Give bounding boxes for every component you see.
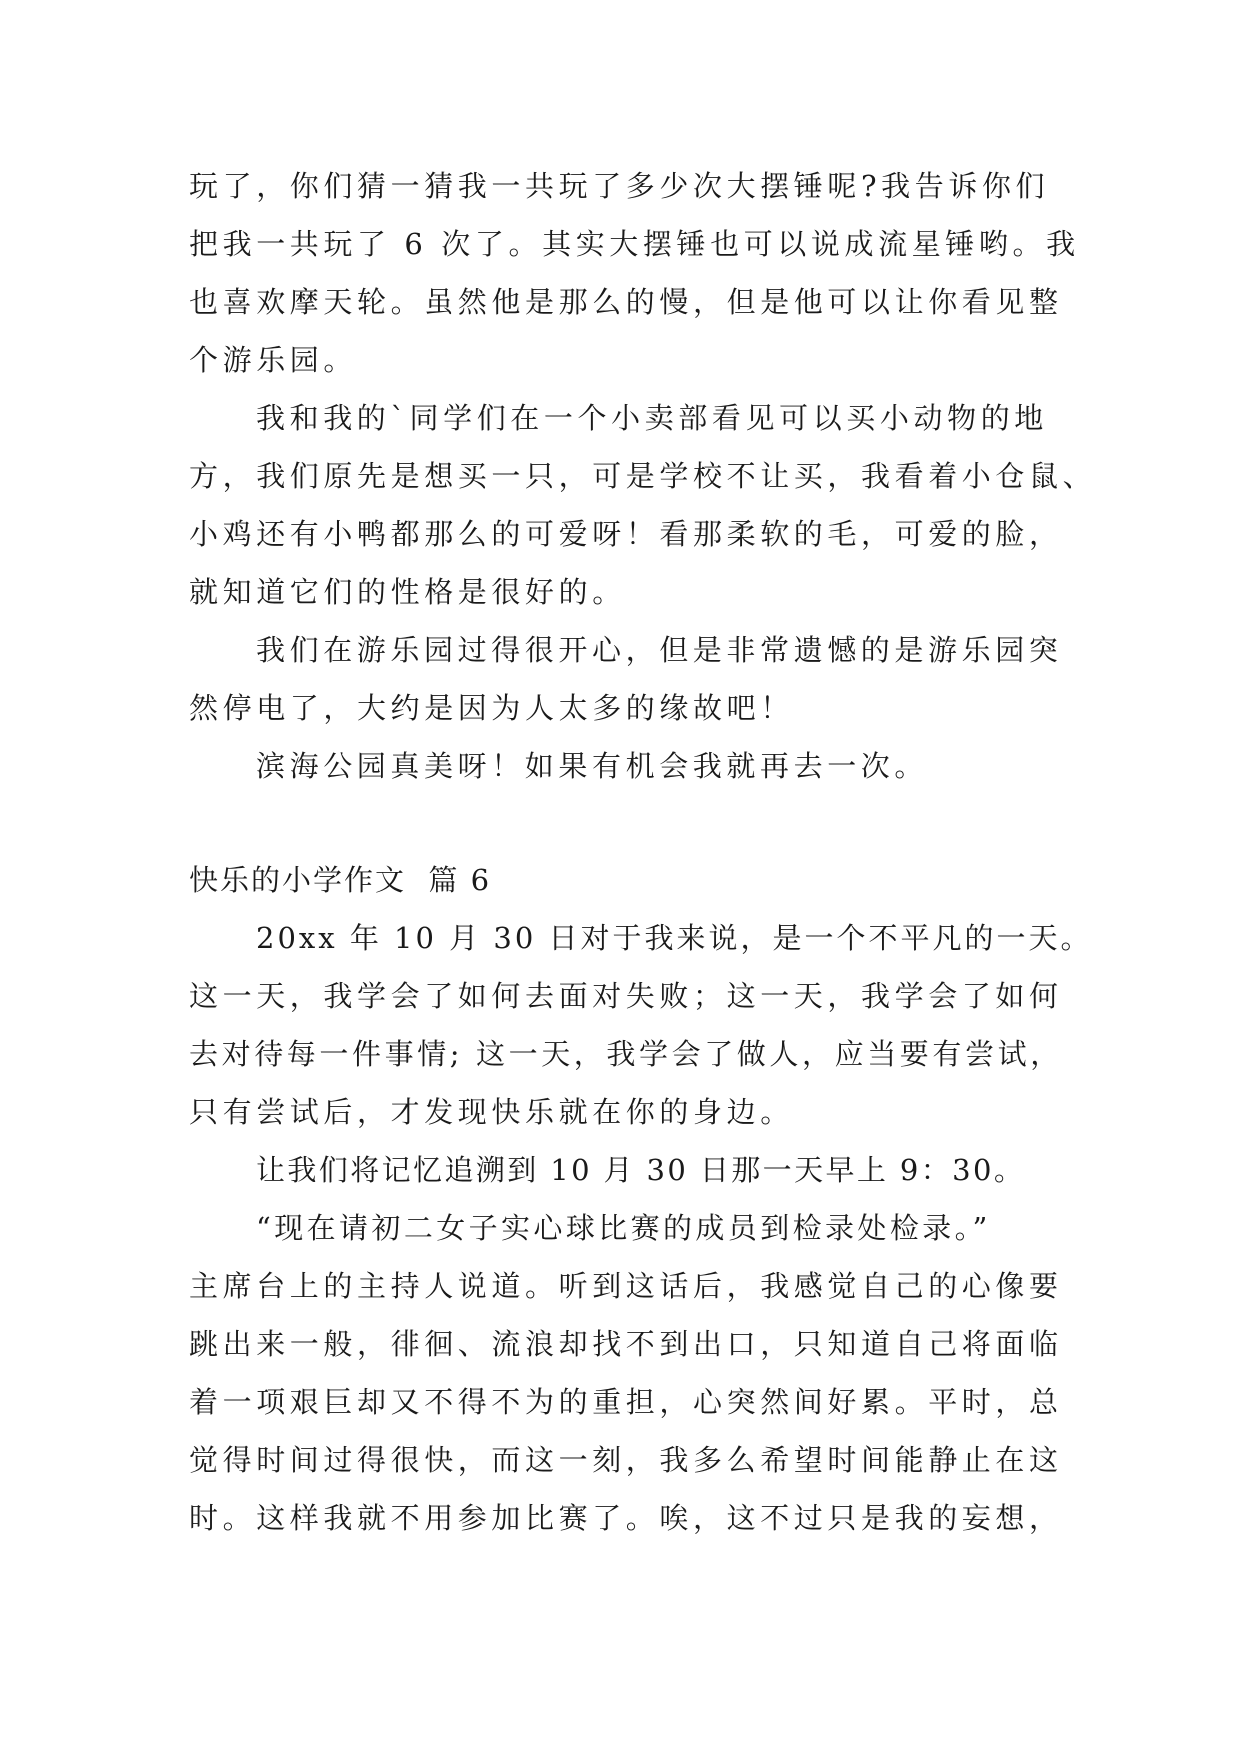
paragraph-7-line-2: 主席台上的主持人说道。听到这话后，我感觉自己的心像要	[189, 1269, 1063, 1303]
paragraph-3-line-2: 然停电了，大约是因为人太多的缘故吧！	[189, 691, 794, 725]
paragraph-6-line-1: 让我们将记忆追溯到 10 月 30 日那一天早上 9：30。	[256, 1153, 1026, 1187]
section-heading: 快乐的小学作文 篇 6	[189, 863, 492, 897]
paragraph-1-line-4: 个游乐园。	[189, 343, 358, 377]
paragraph-1-line-2: 把我一共玩了 6 次了。其实大摆锤也可以说成流星锤哟。我	[189, 227, 1080, 261]
paragraph-2-line-3: 小鸡还有小鸭都那么的可爱呀！看那柔软的毛，可爱的脸，	[189, 517, 1063, 551]
paragraph-2-line-2: 方，我们原先是想买一只，可是学校不让买，我看着小仓鼠、	[189, 459, 1097, 493]
paragraph-7-line-4: 着一项艰巨却又不得不为的重担，心突然间好累。平时，总	[189, 1385, 1063, 1419]
paragraph-2-line-4: 就知道它们的性格是很好的。	[189, 575, 626, 609]
paragraph-7-line-3: 跳出来一般，徘徊、流浪却找不到出口，只知道自己将面临	[189, 1327, 1063, 1361]
paragraph-5-line-3: 去对待每一件事情; 这一天，我学会了做人，应当要有尝试，	[189, 1037, 1063, 1071]
paragraph-7-line-5: 觉得时间过得很快，而这一刻，我多么希望时间能静止在这	[189, 1443, 1063, 1477]
paragraph-1-line-1: 玩了，你们猜一猜我一共玩了多少次大摆锤呢?我告诉你们	[189, 169, 1050, 203]
paragraph-7-line-6: 时。这样我就不用参加比赛了。唉，这不过只是我的妄想，	[189, 1501, 1063, 1535]
paragraph-5-line-1: 20xx 年 10 月 30 日对于我来说，是一个不平凡的一天。	[256, 921, 1093, 955]
paragraph-4-line-1: 滨海公园真美呀！如果有机会我就再去一次。	[256, 749, 929, 783]
paragraph-2-line-1: 我和我的`同学们在一个小卖部看见可以买小动物的地	[256, 401, 1048, 435]
paragraph-5-line-4: 只有尝试后，才发现快乐就在你的身边。	[189, 1095, 794, 1129]
paragraph-1-line-3: 也喜欢摩天轮。虽然他是那么的慢，但是他可以让你看见整	[189, 285, 1063, 319]
paragraph-5-line-2: 这一天，我学会了如何去面对失败；这一天，我学会了如何	[189, 979, 1063, 1013]
paragraph-7-line-1: “现在请初二女子实心球比赛的成员到检录处检录。”	[256, 1211, 991, 1245]
paragraph-3-line-1: 我们在游乐园过得很开心，但是非常遗憾的是游乐园突	[256, 633, 1063, 667]
